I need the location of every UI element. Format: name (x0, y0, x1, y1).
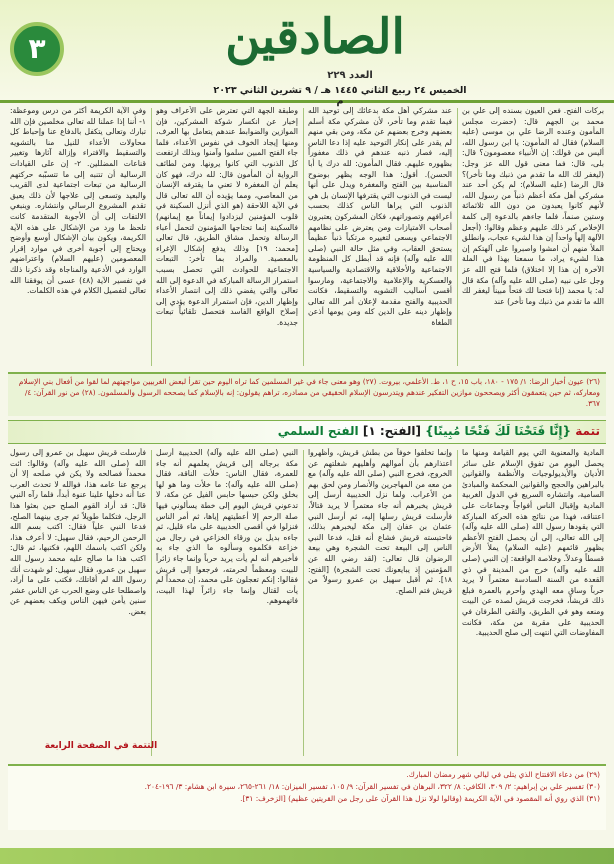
footnotes-bottom (8, 764, 606, 830)
verse-reference: [الفتح: ١] (362, 424, 421, 438)
bottom-decorative-band (0, 848, 614, 864)
newspaper-logo: الصادقين (225, 9, 405, 65)
column-divider (151, 450, 152, 756)
footnote-29: (٢٩) من دعاء الافتتاح الذي يتلى في ليالي شهر رمضان المبارك. (406, 770, 600, 779)
issue-number: العدد ٢٢٩ (327, 70, 373, 81)
issue-date: الخميس ٢٤ ربيع الثاني ١٤٤٥ هـ / ٩ تشرين الثاني ٢٠٢٣ م (213, 85, 467, 107)
top-column-3: وطبقة الجهة التي تعترض على الأعراف وهو إخبار عن انكسار شوكة المشركين، فإن الموازين والضوابط عندهم يتعامل بها العرف، ومنها إيجاد الخوف في نفوس الأعداء، فلما جاء الفتح المبين سلموا وآمنوا وبذلك ارتفعت كل الذنوب التي كانوا يرونها. ومن لطائف الرواية أن المأمون قال: لله درك، فهو كان يعلم أن المغفرة لا تعني ما يقترفه الإنسان من المعاصي، ومما يؤيده أن الله تعالى قال في الآية اللاحقة (هو الذي أنزل السكينة في قلوب المؤمنين ليزدادوا إيماناً مع إيمانهم) فالسكينة إنما تحتاجها المؤمنون لتحمل أعباء الرسالة وتحمل مشاق الطريق، قال تعالى [محمد: ١٩] وذلك يدفع إشكال الإغراء بالمعصية. والمراد بما تأخر: التبعات الاجتماعية للحوادث التي تحصل بسبب استمرار الرسالة المباركة في الدعوة إلى الله تعالى والتي يفضي ذلك إلى انتصار الأعداء وإظهار الدين، فإن استمرار الدعوة يؤدي إلى إصلاح الواقع الفاسد فتحصل تلقائياً تبعات جديدة. (156, 106, 298, 327)
continued-on-page-4: التتمة في الصفحة الرابعة (44, 741, 158, 751)
verse-text: {إِنَّا فَتَحْنَا لَكَ فَتْحًا مُبِينًا} (425, 424, 572, 438)
surah-heading: الفتح السلمي (277, 424, 359, 438)
footnote-30: (٣٠) تفسير علي بن إبراهيم: ٢/ ٣٠٩، الكافي: ٨/ ٣٢٢، البرهان في تفسير القرآن: ٩/ ١٠٥، تفسير الميزان: ١٨/ ٢٦١-٢٦٥، سيرة ابن هشام: ٣/ ١٩٦-٢٠٤. (144, 782, 600, 791)
column-divider (457, 108, 458, 366)
bottom-column-1: المادية والمعنوية التي يوم القيامة ومنها ما يحصل اليوم من تفوق الإسلام على سائر الأديان والأيديولوجيات والأنظمة والقوانين بالبراهين والحجج والقوانين المحكمة والمبادئ السامية، وانتشاره السريع في الدول الغربية المادية وإقبال الناس أفواجاً وجماعات على اعتناقه، فهذا من نتائج هذه الحركة المباركة التي يقودها رسول الله (صلى الله عليه وآله) إلى الله تعالى، إلى أن يحصل الفتح الأعظم يظهور قائمهم (عليه السلام) يملأ الأرض قسطاً وعدلاً. وخلاصة الواقعة: إن النبي (صلى الله عليه وآله) خرج من المدينة في ذي القعدة من السنة السادسة معتمراً لا يريد حرباً وساق معه الهدي وأحرم بالعمرة فبلغ ذلك قريشاً، فخرجت قريش لصده عن البيت ومنعه وهو في الطريق، والتقى الطرفان في الحديبية على مقربة من مكة، فكانت المفاوضات التي انتهت إلى صلح الحديبية. (462, 448, 604, 638)
column-divider (303, 450, 304, 756)
footnotes-top: (٢٦) عيون أخبار الرضا: ١/ ١٧٥ - ١٨٠، باب ١٥، ح ١، ط. الأعلمي، بيروت. (٢٧) وهو معنى جاء في غير المسلمين كما تراه اليوم حين تقرأ لبعض الغربيين مواجهتهم لما لقوا من أفعال بني الإسلام ومعاركه، ثم حين يتعمقون أكثر ويصححون موازين التفكير عندهم ويتدرسون الإسلام الحقيقي من مصادره، تراهم يقولون: إنه بالإسلام كما يصححه الرسول والمسلمون. (٢٨) من نور القرآن: ٤/ ٣٦٧. (8, 372, 606, 416)
column-divider (303, 108, 304, 366)
top-column-4: وفي الآية الكريمة أكثر من درس وموعظة: ١- أننا إذا عملنا لله تعالى مخلصين فإن الله تبارك وتعالى يتكفل بالدفاع عنا وإحباط كل محاولات الأعداء للنيل منا بالتشويه والتسقيط والافتراء وإزالة آثارها وتغيير قناعات المضللين. ٢- إن على القيادات الرسالية أن تتنبه إلى ما تتسبّبه حركتهم الرسالية من تبعات اجتماعية لدى القريب والبعيد وتسعى إلى علاجها لأن ذلك يعيق تقدم المشروع الرسالي وانتشاره. وينبغي الالتفات إلى أن الأجوبة المتقدمة كانت تلحظ ما ورد من الإشكال على هذه الآية الكريمة، ويكون بيان الإشكال أوسع وأوضح ويحتاج إلى أجوبة أخرى في موارد إقرار المعصومين (عليهم السلام) واعتراضهم الوارد في الأدعية والمناجاة وقد ذكرنا ذلك في تفسير الآية (٤٨) عسى أن يوفقنا الله تعالى لتفصيل الكلام في هذه الكلمات. (10, 106, 146, 296)
footnote-31: (٣١) الذي روي أنه المقصود في الآية الكريمة (وقالوا لولا نزل هذا القرآن على رجل من القريتين عظيم) [الزخرف: ٣١]. (240, 794, 600, 803)
column-divider (457, 450, 458, 756)
bottom-column-4: فأرسلت قريش سهيل بن عمرو إلى رسول الله (صلى الله عليه وآله) وقالوا: ائت محمداً فصالحه ولا يكن في صلحه إلا أن يرجع عنا عامه هذا، فوالله لا تحدث العرب عنا أنه دخلها علينا عنوة أبداً، فلما رآه النبي قال: قد أراد القوم الصلح حين بعثوا هذا الرجل، فتكلما طويلاً ثم جرى بينهما الصلح، فدعا النبي علياً فقال: اكتب بسم الله الرحمن الرحيم، فقال سهيل: لا أعرف هذا، ولكن اكتب باسمك اللهم، فكتبها، ثم قال: اكتب هذا ما صالح عليه محمد رسول الله سهيل بن عمرو، فقال سهيل: لو شهدت أنك رسول الله لم أقاتلك، فكتب على ما أراد، واصطلحا على وضع الحرب عن الناس عشر سنين يأمن فيهن الناس ويكف بعضهم عن بعض. (10, 448, 146, 616)
bottom-column-2: وإنما تخلفوا خوفاً من بطش قريش، وأظهروا اعتذارهم بأن أموالهم وأهليهم شغلتهم عن الخروج، فخرج النبي (صلى الله عليه وآله) مع من معه من المهاجرين والأنصار ومن لحق بهم من الأعراب. ولما نزل الحديبية أرسل إلى قريش يخبرهم أنه جاء معتمراً لا يريد قتالاً، فأرسلت قريش رسلها إليه، ثم أرسل النبي عثمان بن عفان إلى مكة ليخبرهم بذلك، فاحتبسته قريش فشاع أنه قتل، فدعا النبي الناس إلى البيعة تحت الشجرة وهي بيعة الرضوان قال تعالى: (لقد رضي الله عن المؤمنين إذ يبايعونك تحت الشجرة) [الفتح: ١٨]. ثم أقبل سهيل بن عمرو رسولاً من قريش فتم الصلح. (308, 448, 452, 595)
page-number-badge: ٣ (10, 22, 64, 76)
top-column-2: عند مشركي أهل مكة بدعائك إلى توحيد الله فيما تقدم وما تأخر، لأن مشركي مكة أسلم بعضهم وخرج بعضهم عن مكة، ومن بقي منهم لم يقدر على إنكار التوحيد عليه إذا دعا الناس إليه، فصار ذنبه عندهم في ذلك مغفوراً بظهوره عليهم. فقال المأمون: لله درك يا أبا الحسن). أقول: هذا الوجه يظهر بوضوح المناسبة بين الفتح والمغفرة ويدل على أنها ليست في الذنوب التي يقترفها الإنسان بل هي الذنوب التي يراها الناس كذلك بحسب أعرافهم وتصوراتهم، فكان المشركون يعتبرون أصحاب الامتيازات ومن يعترض على نظامهم الاجتماعي ويسعى لتغييره مرتكباً ذنباً عظيماً يستحق العقاب، وفي مثل حالة النبي (صلى الله عليه وآله) فإنه قد أبطل كل المنظومة الاجتماعية والأخلاقية والاقتصادية والسياسية والعسكرية والإعلامية والاجتماعية، ومارسوا أقسى أساليب التشويه والتسقيط، فكانت الحديبية والفتح مقدمة لإعلان أمر الله تعالى وإظهار دينه على الدين كله ومن يومها أذعن الطغاة (308, 106, 452, 327)
column-divider (151, 108, 152, 366)
section-title (278, 424, 600, 438)
masthead (0, 0, 614, 107)
section-title-bar (8, 420, 606, 444)
top-column-1: بركات الفتح. فعن العيون بسنده إلى علي بن محمد بن الجهم قال: (حضرت مجلس المأمون وعنده الرضا علي بن موسى (عليه السلام) فقال له المأمون: يا ابن رسول الله، أليس من قولك: إن الأنبياء معصومون؟ قال: بلى، قال: فما معنى قول الله عز وجل: (ليغفر لك الله ما تقدم من ذنبك وما تأخر)؟ قال الرضا (عليه السلام): لم يكن أحد عند مشركي أهل مكة أعظم ذنباً من رسول الله، لأنهم كانوا يعبدون من دون الله ثلاثمائة وستين صنماً، فلما جاءهم بالدعوة إلى كلمة الإخلاص كبر ذلك عليهم وعظم وقالوا: (أجعل الآلهة إلهاً واحداً إن هذا لشيء عجاب، وانطلق الملأ منهم أن امشوا واصبروا على آلهتكم إن هذا لشيء يراد، ما سمعنا بهذا في الملة الآخرة إن هذا إلا اختلاق) فلما فتح الله عز وجل على نبيه (صلى الله عليه وآله) مكة قال له: يا محمد (إنا فتحنا لك فتحاً مبيناً ليغفر لك الله ما تقدم من ذنبك وما تأخر) عند (462, 106, 604, 306)
bottom-column-3: النبي (صلى الله عليه وآله) الحديبية أرسل مكة برجاله إلى قريش يعلمهم أنه جاء للعمرة، فقال الناس: خلأت الناقة، فقال (صلى الله عليه وآله): ما خلأت وما هو لها بخلق ولكن حبسها حابس الفيل عن مكة، لا تدعوني قريش اليوم إلى خطة يسألوني فيها صلة الرحم إلا أعطيتهم إياها، ثم أمر الناس فنزلوا في أقصى الحديبية على ماء قليل، ثم جاءه بديل بن ورقاء الخزاعي في رجال من خزاعة فكلموه وسألوه ما الذي جاء به فأخبرهم أنه لم يأت يريد حرباً وإنما جاء زائراً للبيت ومعظماً لحرمته، فرجعوا إلى قريش فقالوا: إنكم تعجلون على محمد، إن محمداً لم يأت لقتال وإنما جاء زائراً لهذا البيت، فاتهموهم. (156, 448, 298, 606)
continuation-label: تتمة (575, 424, 600, 438)
